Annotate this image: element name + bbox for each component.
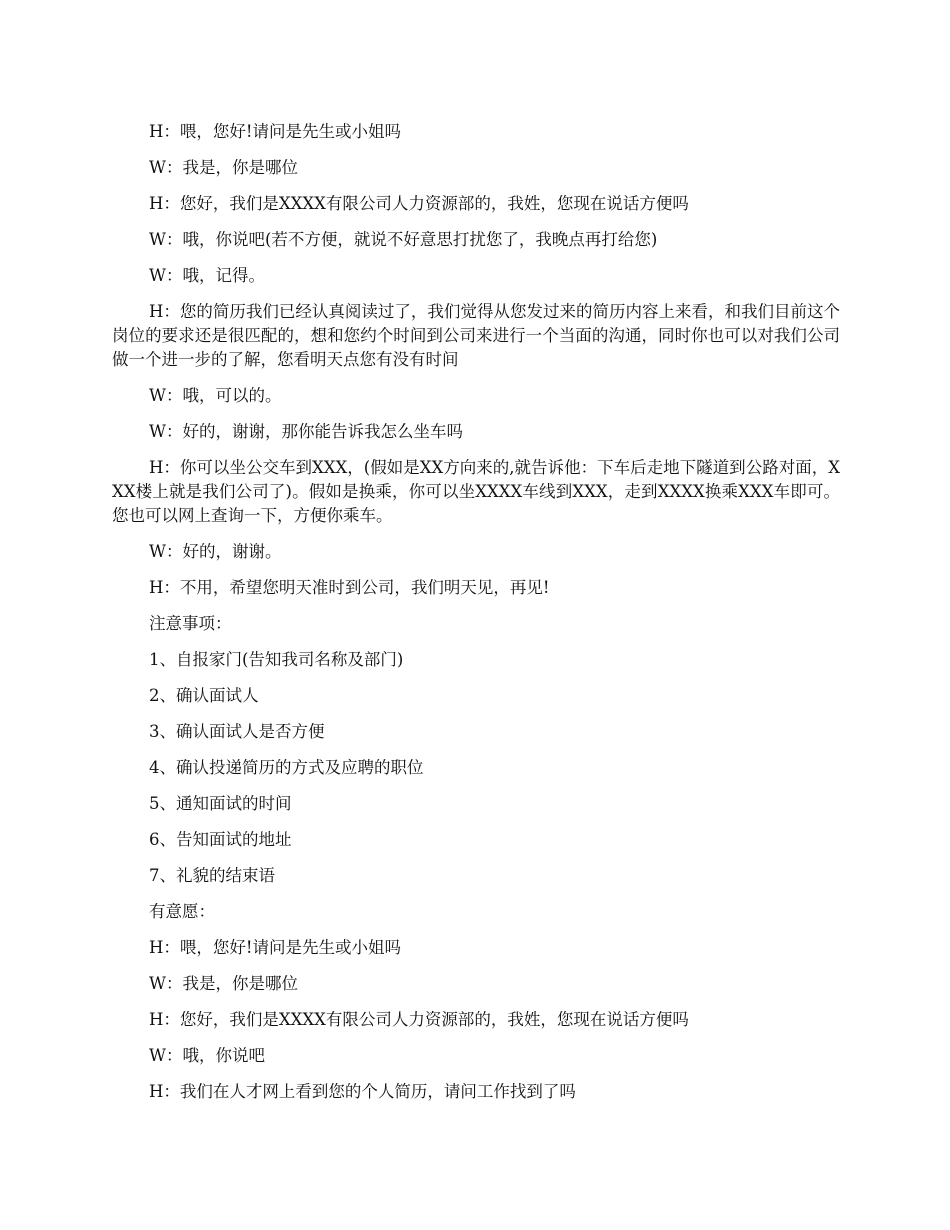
- notes-list-item: 6、告知面试的地址: [149, 830, 292, 849]
- notes-list-item: 1、自报家门(告知我司名称及部门): [149, 650, 404, 669]
- notes-list-item: 7、礼貌的结束语: [149, 866, 275, 885]
- dialogue-line-h: H：喂，您好!请问是先生或小姐吗: [149, 122, 402, 141]
- dialogue-line-w: W：好的，谢谢。: [149, 542, 282, 561]
- notes-list-item: 3、确认面试人是否方便: [149, 722, 325, 741]
- document-body: [112, 120, 840, 1116]
- notes-list-item: 5、通知面试的时间: [149, 794, 292, 813]
- notes-list-item: 4、确认投递简历的方式及应聘的职位: [149, 758, 424, 777]
- dialogue-line-w: W：我是，你是哪位: [149, 974, 298, 993]
- notes-list-item: 2、确认面试人: [149, 686, 259, 705]
- dialogue-line-w: W：哦，可以的。: [149, 386, 282, 405]
- dialogue-line-w: W：哦，记得。: [149, 266, 265, 285]
- dialogue-line-h: H：喂，您好!请问是先生或小姐吗: [149, 938, 402, 957]
- dialogue-line-h: H：您的简历我们已经认真阅读过了，我们觉得从您发过来的简历内容上来看，和我们目前这个岗位的要求还是很匹配的，想和您约个时间到公司来进行一个当面的沟通，同时你也可以对我们公司做一个进一步的了解，您看明天点您有没有时间: [112, 302, 840, 369]
- section-heading-willing: 有意愿：: [149, 902, 215, 921]
- dialogue-line-w: W：我是，你是哪位: [149, 158, 298, 177]
- dialogue-line-h: H：不用，希望您明天准时到公司，我们明天见，再见!: [149, 578, 550, 597]
- dialogue-line-h: H：我们在人才网上看到您的个人简历，请问工作找到了吗: [149, 1082, 576, 1101]
- dialogue-line-w: W：哦，你说吧(若不方便，就说不好意思打扰您了，我晚点再打给您): [149, 230, 658, 249]
- dialogue-line-h: H：你可以坐公交车到XXX，(假如是XX方向来的,就告诉他：下车后走地下隧道到公路对面，XXX楼上就是我们公司了)。假如是换乘，你可以坐XXXX车线到XXX，走到XXXX换乘XXX车即可。您也可以网上查询一下，方便你乘车。: [112, 458, 840, 525]
- dialogue-line-h: H：您好，我们是XXXX有限公司人力资源部的，我姓，您现在说话方便吗: [149, 1010, 689, 1029]
- dialogue-line-w: W：好的，谢谢，那你能告诉我怎么坐车吗: [149, 422, 463, 441]
- dialogue-line-h: H：您好，我们是XXXX有限公司人力资源部的，我姓，您现在说话方便吗: [149, 194, 689, 213]
- dialogue-line-w: W：哦，你说吧: [149, 1046, 265, 1065]
- section-heading-notes: 注意事项：: [149, 614, 232, 633]
